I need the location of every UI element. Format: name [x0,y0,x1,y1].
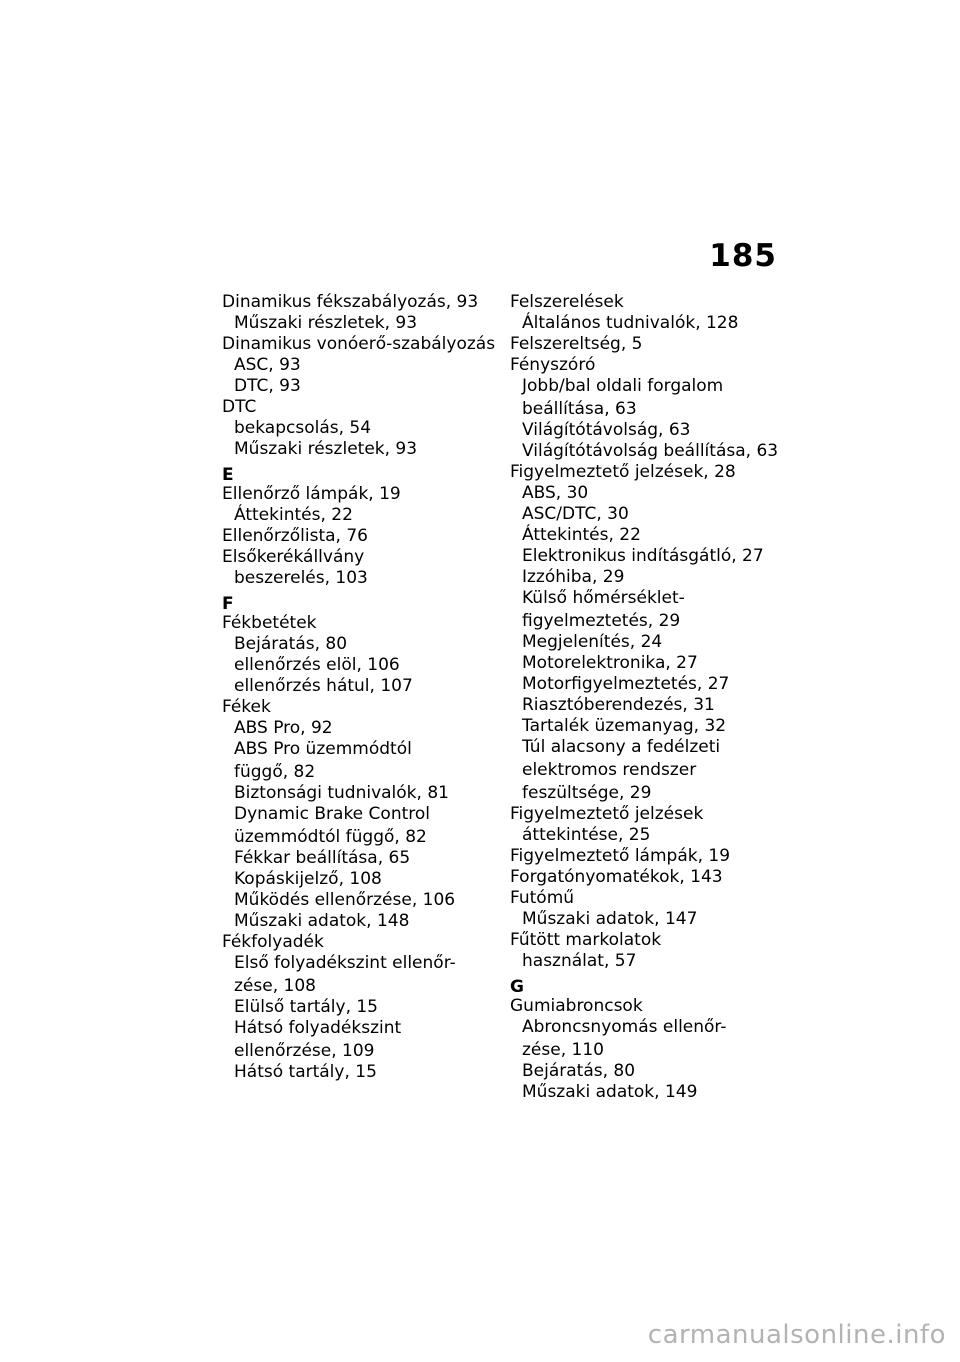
index-entry-continuation: zése, 108 [234,976,316,996]
index-entry-continuation: ellenőrzése, 109 [234,1041,375,1061]
index-entry: Ellenőrzőlista, 76 [222,526,368,546]
index-column-right [510,292,790,1103]
index-entry: Felszerelések [510,292,624,312]
index-subentry: Biztonsági tudnivalók, 81 [234,783,449,803]
index-subentry: Műszaki adatok, 147 [522,909,698,929]
index-subentry: Riasztóberendezés, 31 [522,695,715,715]
index-subentry: ellenőrzés elöl, 106 [234,655,400,675]
watermark: carmanualsonline.info [647,1320,946,1350]
section-letter: F [222,594,234,614]
index-subentry: áttekintése, 25 [522,825,651,845]
index-subentry: ASC, 93 [234,355,301,375]
index-subentry: Jobb/bal oldali forgalom [522,376,724,396]
index-entry: Fékfolyadék [222,932,324,952]
index-column-left [222,292,502,1083]
index-subentry: Fékkar beállítása, 65 [234,848,411,868]
index-subentry: Világítótávolság beállítása, 63 [522,441,779,461]
index-subentry: bekapcsolás, 54 [234,418,372,438]
index-entry-continuation: beállítása, 63 [522,399,637,419]
index-entry: Figyelmeztető lámpák, 19 [510,846,731,866]
index-subentry: Túl alacsony a fedélzeti [522,737,721,757]
index-subentry: Műszaki részletek, 93 [234,439,418,459]
index-subentry: Elektronikus indításgátló, 27 [522,546,764,566]
index-entry: Figyelmeztető jelzések [510,804,704,824]
index-entry: Dinamikus fékszabályozás, 93 [222,292,479,312]
index-entry: Fűtött markolatok [510,930,662,950]
index-subentry: Külső hőmérséklet- [522,588,685,608]
index-subentry: Elülső tartály, 15 [234,997,379,1017]
index-subentry: Motorfigyelmeztetés, 27 [522,674,730,694]
index-entry-continuation: figyelmeztetés, 29 [522,611,681,631]
index-subentry: Műszaki részletek, 93 [234,313,418,333]
index-subentry: Tartalék üzemanyag, 32 [522,716,727,736]
index-subentry: ABS, 30 [522,483,589,503]
index-entry: Fékbetétek [222,613,317,633]
index-subentry: Izzóhiba, 29 [522,567,625,587]
index-subentry: Áttekintés, 22 [234,505,353,525]
index-entry-continuation: elektromos rendszer [522,760,697,780]
index-entry: Elsőkerékállvány [222,547,365,567]
index-entry: Fékek [222,697,271,717]
index-subentry: Bejáratás, 80 [522,1061,636,1081]
index-subentry: Áttekintés, 22 [522,525,641,545]
index-subentry: Kopáskijelző, 108 [234,869,382,889]
index-entry-continuation: zése, 110 [522,1040,604,1060]
index-subentry: Megjelenítés, 24 [522,632,663,652]
index-entry: Figyelmeztető jelzések, 28 [510,462,736,482]
index-subentry: Világítótávolság, 63 [522,420,691,440]
index-entry-continuation: feszültsége, 29 [522,783,652,803]
index-subentry: ASC/DTC, 30 [522,504,629,524]
index-entry: Dinamikus vonóerő-szabályozás [222,334,496,354]
index-entry: Fényszóró [510,355,596,375]
index-subentry: Dynamic Brake Control [234,804,430,824]
index-subentry: Műszaki adatok, 148 [234,911,410,931]
index-subentry: Működés ellenőrzése, 106 [234,890,456,910]
index-entry-continuation: üzemmódtól függő, 82 [234,827,427,847]
index-entry: Felszereltség, 5 [510,334,643,354]
index-entry: Gumiabroncsok [510,996,643,1016]
index-subentry: Általános tudnivalók, 128 [522,313,739,333]
index-subentry: ABS Pro, 92 [234,718,333,738]
index-subentry: Hátsó folyadékszint [234,1018,402,1038]
index-entry: Forgatónyomatékok, 143 [510,867,723,887]
index-subentry: Abroncsnyomás ellenőr- [522,1017,727,1037]
index-subentry: Bejáratás, 80 [234,634,348,654]
index-subentry: használat, 57 [522,951,637,971]
index-subentry: Hátsó tartály, 15 [234,1062,377,1082]
index-entry: DTC [222,397,257,417]
index-entry: Ellenőrző lámpák, 19 [222,484,401,504]
section-letter: E [222,465,234,485]
index-entry: Futómű [510,888,575,908]
section-letter: G [510,977,524,997]
page-number: 185 [709,238,777,274]
index-subentry: beszerelés, 103 [234,568,368,588]
index-subentry: Motorelektronika, 27 [522,653,698,673]
index-subentry: DTC, 93 [234,376,301,396]
index-entry-continuation: függő, 82 [234,762,316,782]
index-subentry: Első folyadékszint ellenőr- [234,953,456,973]
index-subentry: ABS Pro üzemmódtól [234,739,412,759]
index-subentry: ellenőrzés hátul, 107 [234,676,413,696]
index-subentry: Műszaki adatok, 149 [522,1082,698,1102]
